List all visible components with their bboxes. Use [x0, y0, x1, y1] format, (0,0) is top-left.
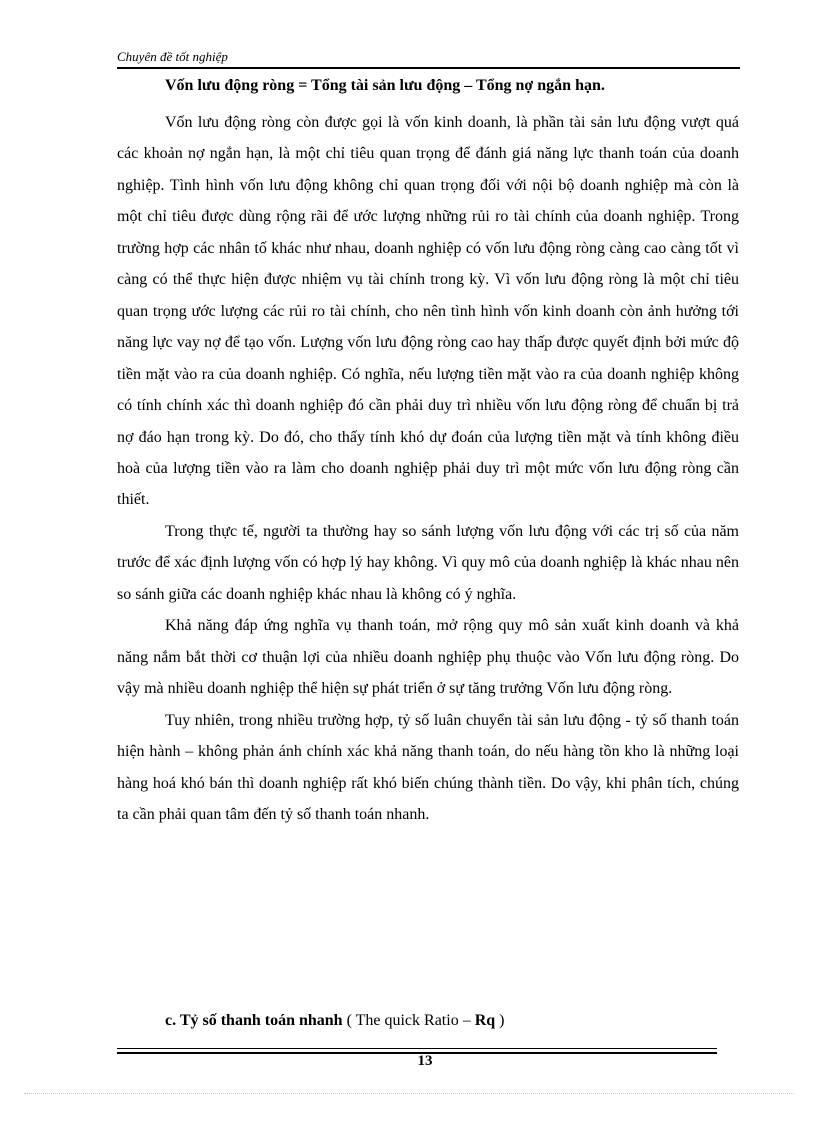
section-heading-paren-close: ): [495, 1012, 505, 1029]
header-rule: [117, 67, 740, 69]
page-border-divider: [24, 1093, 794, 1094]
section-heading-paren-open: ( The quick Ratio –: [342, 1012, 475, 1029]
formula-line: Vốn lưu động ròng = Tổng tài sản lưu động – Tổng nợ ngắn hạn.: [165, 77, 605, 94]
running-header: Chuyên đề tốt nghiệp: [117, 49, 228, 64]
page-number: 13: [417, 1053, 433, 1069]
paragraph: Vốn lưu động ròng còn được gọi là vốn kinh doanh, là phần tài sản lưu động vượt quá các khoản nợ ngắn hạn, là một chỉ tiêu quan trọng để đánh giá năng lực thanh toán của doanh nghiệp. Tình hình vốn lưu động không chỉ quan trọng đối với nội bộ doanh nghiệp mà còn là một chỉ tiêu được dùng rộng rãi để ước lượng những rủi ro tài chính của doanh nghiệp. Trong trường hợp các nhân tố khác như nhau, doanh nghiệp có vốn lưu động ròng càng cao càng tốt vì càng có thể thực hiện được nhiệm vụ tài chính trong kỳ. Vì vốn lưu động ròng là một chỉ tiêu quan trọng ước lượng các rủi ro tài chính, cho nên tình hình vốn kinh doanh còn ảnh hưởng tới năng lực vay nợ để tạo vốn. Lượng vốn lưu động ròng cao hay thấp được quyết định bởi mức độ tiền mặt vào ra của doanh nghiệp. Có nghĩa, nếu lượng tiền mặt vào ra của doanh nghiệp không có tính chính xác thì doanh nghiệp đó cần phải duy trì nhiều vốn lưu động ròng để chuẩn bị trả nợ đáo hạn trong kỳ. Do đó, cho thấy tính khó dự đoán của lượng tiền mặt và tính không điều hoà của lượng tiền vào ra làm cho doanh nghiệp phải duy trì một mức vốn lưu động ròng cần thiết.: [117, 114, 739, 509]
footer-rule: [117, 1048, 717, 1049]
body-text: [117, 107, 739, 830]
paragraph: Tuy nhiên, trong nhiều trường hợp, tỷ số luân chuyển tài sản lưu động - tỷ số thanh toán hiện hành – không phản ánh chính xác khả năng thanh toán, do nếu hàng tồn kho là những loại hàng hoá khó bán thì doanh nghiệp rất khó biến chúng thành tiền. Do vậy, khi phân tích, chúng ta cần phải quan tâm đến tỷ số thanh toán nhanh.: [117, 711, 739, 823]
section-heading-title: c. Tỷ số thanh toán nhanh: [165, 1012, 343, 1029]
section-heading-abbr: Rq: [474, 1012, 496, 1029]
paragraph: Trong thực tế, người ta thường hay so sánh lượng vốn lưu động với các trị số của năm trước để xác định lượng vốn có hợp lý hay không. Vì quy mô của doanh nghiệp là khác nhau nên so sánh giữa các doanh nghiệp khác nhau là không có ý nghĩa.: [117, 522, 739, 603]
section-heading: [165, 1012, 504, 1030]
paragraph: Khả năng đáp ứng nghĩa vụ thanh toán, mở rộng quy mô sản xuất kinh doanh và khả năng nắm bắt thời cơ thuận lợi của nhiều doanh nghiệp phụ thuộc vào Vốn lưu động ròng. Do vậy mà nhiều doanh nghiệp thể hiện sự phát triển ở sự tăng trưởng Vốn lưu động ròng.: [117, 617, 739, 698]
